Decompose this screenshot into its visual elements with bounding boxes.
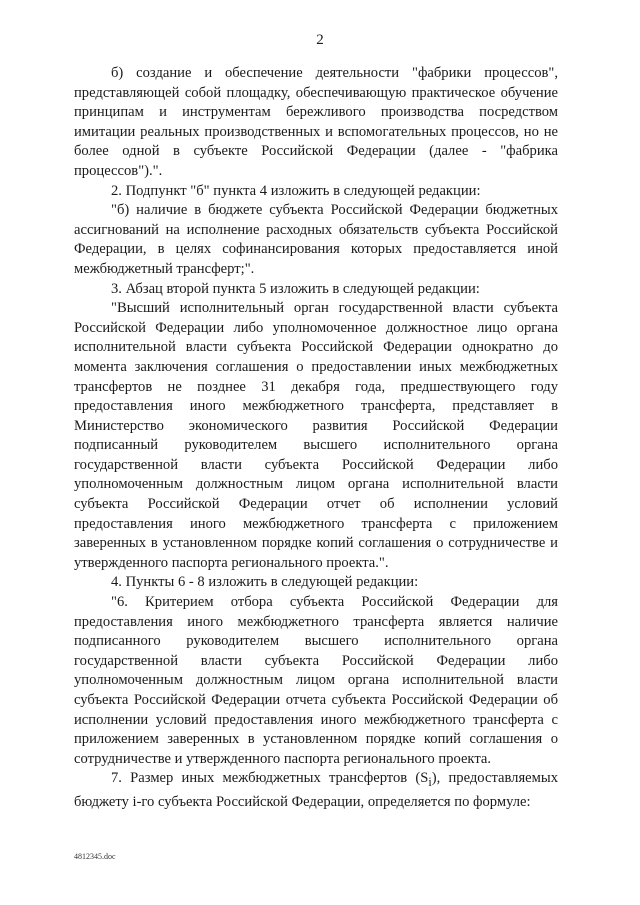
document-file-code: 4812345.doc bbox=[74, 852, 116, 861]
page-number: 2 bbox=[316, 32, 324, 48]
paragraph-item-3-text: "Высший исполнительный орган государственной власти субъекта Российской Федерации либо уполномоченное должностное лицо органа исполнительной власти субъекта Российской Федерации однократно до момента заключения соглашения о предоставлении иных межбюджетных трансфертов не позднее 31 декабря года, предшествующего году предоставления иного межбюджетного трансферта, представляет в Министерство экономического развития Российской Федерации подписанный руководителем высшего исполнительного органа государственной власти субъекта Российской Федерации либо уполномоченным должностным лицом органа исполнительной власти субъекта Российской Федерации отчет об исполнении условий предоставления иного межбюджетного трансферта с приложением заверенных в установленном порядке копий соглашения о сотрудничестве и утвержденного паспорта регионального проекта.". bbox=[74, 300, 558, 571]
paragraph-1b-fabrika: б) создание и обеспечение деятельности "фабрики процессов", представляющей собой площадку, обеспечивающую практическое обучение принципам и инструментам бережливого производства посредством имитации реальных производственных и вспомогательных процессов, но не более одной в субъекте Российской Федерации (далее - "фабрика процессов").". bbox=[74, 65, 558, 179]
document-body bbox=[74, 64, 558, 812]
paragraph-item-2: 2. Подпункт "б" пункта 4 изложить в следующей редакции: bbox=[111, 182, 481, 199]
paragraph-item-3: 3. Абзац второй пункта 5 изложить в следующей редакции: bbox=[111, 280, 480, 297]
paragraph-item-7-size bbox=[74, 769, 558, 812]
formula-symbol-letter: S bbox=[420, 770, 429, 787]
paragraph-item-4: 4. Пункты 6 - 8 изложить в следующей редакции: bbox=[111, 574, 419, 591]
para7-text-after: ), предоставляемых бюджету i-го субъекта Российской Федерации, определяется по формуле: bbox=[74, 770, 558, 810]
paragraph-item-6-criterion: "6. Критерием отбора субъекта Российской Федерации для предоставления иного межбюджетного трансферта является наличие подписанного руководителем высшего исполнительного органа государственной власти субъекта Российской Федерации либо уполномоченным должностным лицом органа исполнительной власти субъекта Российской Федерации отчета субъекта Российской Федерации об исполнении условий предоставления иного межбюджетного трансферта с приложением заверенных в установленном порядке копий соглашения о сотрудничестве и утвержденного паспорта регионального проекта. bbox=[74, 594, 558, 767]
para7-text-before: 7. Размер иных межбюджетных трансфертов ( bbox=[111, 770, 421, 787]
formula-symbol bbox=[420, 770, 432, 790]
formula-symbol-subscript: i bbox=[428, 775, 432, 790]
paragraph-item-2-text: "б) наличие в бюджете субъекта Российской Федерации бюджетных ассигнований на исполнение расходных обязательств субъекта Российской Федерации, в целях софинансирования которых предоставляется иной межбюджетный трансферт;". bbox=[74, 202, 558, 277]
